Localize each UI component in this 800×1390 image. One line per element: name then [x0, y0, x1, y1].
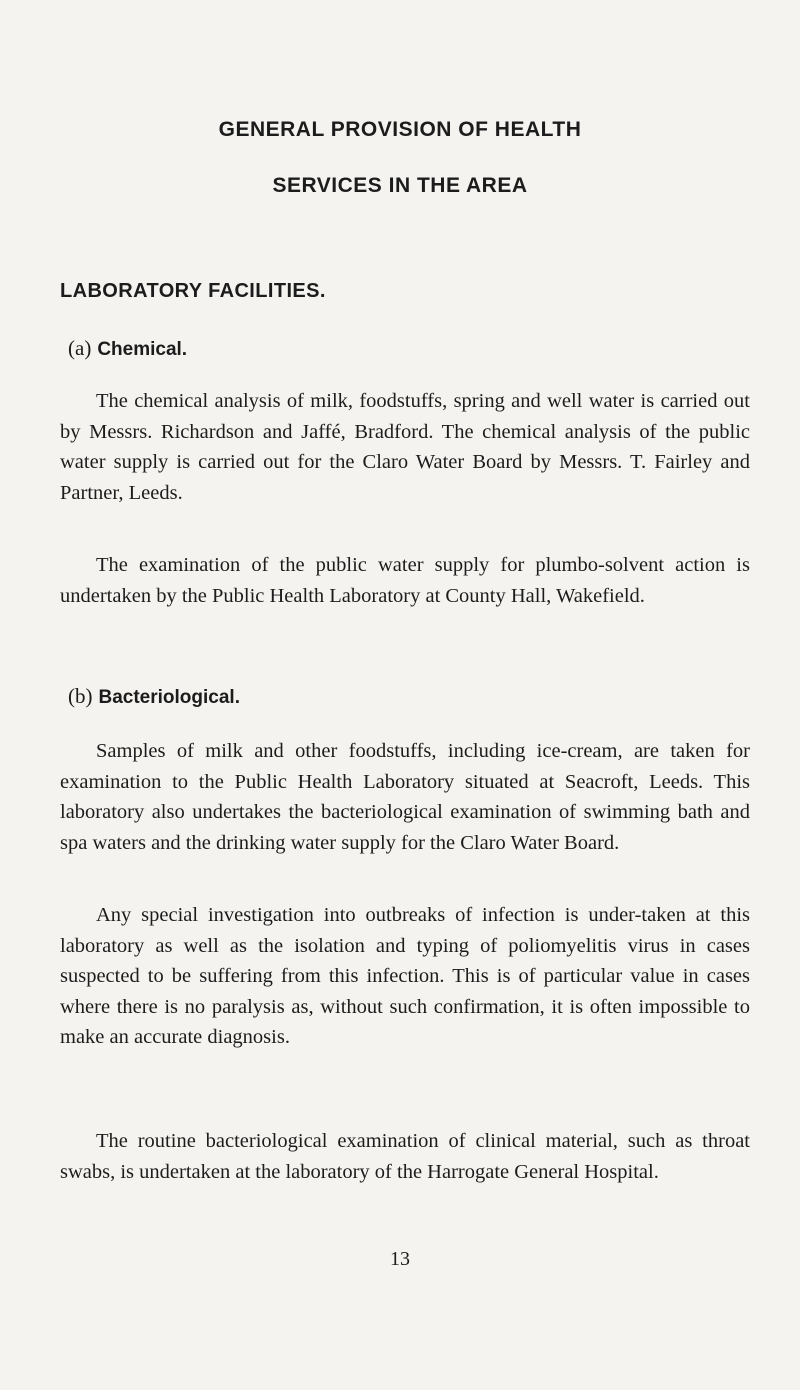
paragraph-routine-examination: The routine bacteriological examination of clinical material, such as throat swabs, is undertaken at the laboratory of the Harrogate General Hospital.: [60, 1130, 750, 1183]
subsection-a-heading: [68, 336, 187, 361]
page-heading-line-2: SERVICES IN THE AREA: [272, 174, 528, 197]
subsection-b-heading: [68, 684, 240, 709]
subsection-a-marker: (a): [68, 336, 92, 360]
paragraph-plumbo-solvent: The examination of the public water supply for plumbo-solvent action is undertaken by the Public Health Laboratory at County Hall, Wakefield.: [60, 554, 750, 607]
subsection-b-marker: (b): [68, 684, 93, 708]
section-title: LABORATORY FACILITIES.: [60, 280, 326, 302]
page-heading-line-1: GENERAL PROVISION OF HEALTH: [218, 118, 582, 141]
subsection-b-label: Bacteriological.: [98, 687, 240, 708]
paragraph-special-investigation: Any special investigation into outbreaks of infection is under-taken at this laboratory as well as the isolation and typing of poliomyelitis virus in cases suspected to be suffering from this infection. This is of particular value in cases where there is no paralysis as, without such confirmation, it is often impossible to make an accurate diagnosis.: [60, 904, 750, 1048]
paragraph-bacteriological-samples: Samples of milk and other foodstuffs, including ice-cream, are taken for examination to the Public Health Laboratory situated at Seacroft, Leeds. This laboratory also undertakes the bacteriological examination of swimming bath and spa waters and the drinking water supply for the Claro Water Board.: [60, 740, 750, 854]
page-number: 13: [390, 1248, 410, 1270]
paragraph-chemical-analysis: The chemical analysis of milk, foodstuffs, spring and well water is carried out by Messrs. Richardson and Jaffé, Bradford. The chemical analysis of the public water supply is carried out for the Claro Water Board by Messrs. T. Fairley and Partner, Leeds.: [60, 390, 750, 504]
subsection-a-label: Chemical.: [97, 339, 188, 360]
